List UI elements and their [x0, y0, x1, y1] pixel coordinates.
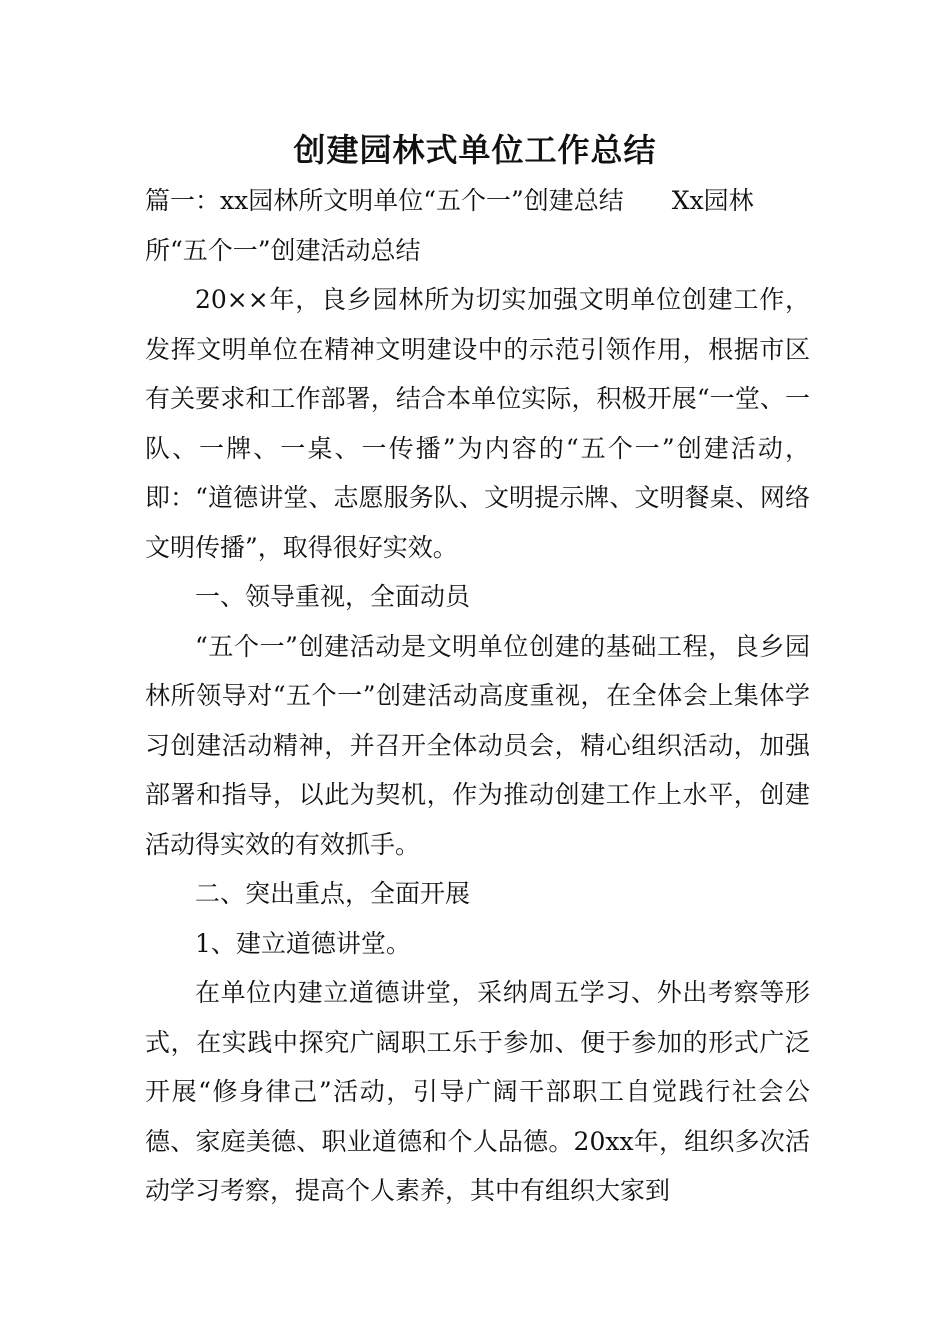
paragraph-leadership: “五个一”创建活动是文明单位创建的基础工程，良乡园林所领导对“五个一”创建活动高度重视，在全体会上集体学习创建活动精神，并召开全体动员会，精心组织活动，加强部署和指导，以此为契机，作为推动创建工作上水平，创建活动得实效的有效抓手。: [145, 631, 810, 859]
section-heading-line2: 所“五个一”创建活动总结: [145, 235, 421, 265]
document-title: 创建园林式单位工作总结: [293, 131, 657, 169]
paragraph-heading-1: 一、领导重视，全面动员: [195, 582, 471, 611]
section-heading: [145, 176, 810, 226]
paragraph-heading-2: 二、突出重点，全面开展: [195, 879, 471, 908]
document-body: [145, 176, 810, 1216]
section-heading-part1: 篇一：xx园林所文明单位“五个一”创建总结: [145, 186, 624, 215]
paragraph-intro: 20××年，良乡园林所为切实加强文明单位创建工作，发挥文明单位在精神文明建设中的示范引领作用，根据市区有关要求和工作部署，结合本单位实际，积极开展“一堂、一队、一牌、一桌、一传播”为内容的“五个一”创建活动，即：“道德讲堂、志愿服务队、文明提示牌、文明餐桌、网络文明传播”，取得很好实效。: [145, 285, 810, 562]
paragraph-subheading-1: 1、建立道德讲堂。: [195, 928, 411, 958]
section-heading-part2: Xx园林: [671, 186, 754, 215]
paragraph-moral-lecture: 在单位内建立道德讲堂，采纳周五学习、外出考察等形式，在实践中探究广阔职工乐于参加、便于参加的形式广泛开展“修身律己”活动，引导广阔干部职工自觉践行社会公德、家庭美德、职业道德和个人品德。20xx年，组织多次活动学习考察，提高个人素养，其中有组织大家到: [145, 978, 810, 1205]
